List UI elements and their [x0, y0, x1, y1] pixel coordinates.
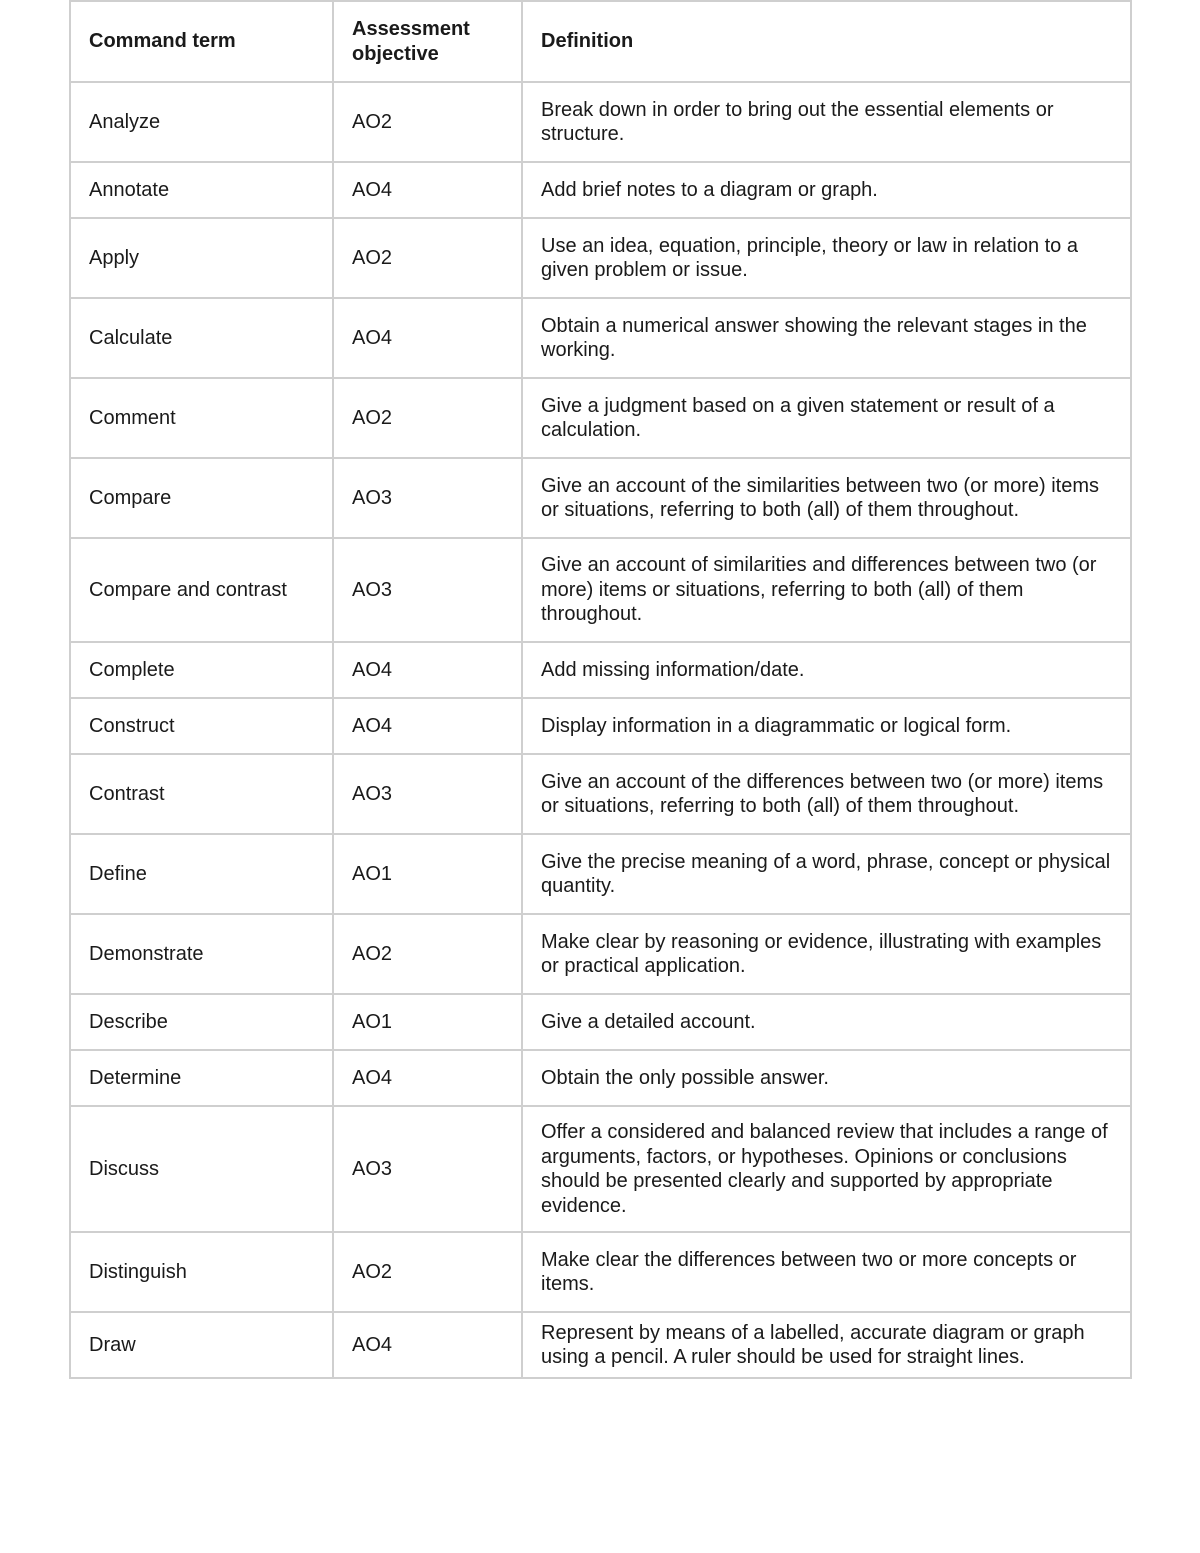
definition-cell: Give an account of similarities and differences between two (or more) items or situations, referring to both (all) of them throughout.: [522, 538, 1131, 642]
command-term-cell: Define: [70, 834, 333, 914]
definition-cell: Give the precise meaning of a word, phrase, concept or physical quantity.: [522, 834, 1131, 914]
table-row: [70, 218, 1131, 298]
definition-cell: Give an account of the similarities between two (or more) items or situations, referring to both (all) of them throughout.: [522, 458, 1131, 538]
table-row: [70, 754, 1131, 834]
objective-cell: AO1: [333, 994, 522, 1050]
definition-cell: Make clear by reasoning or evidence, illustrating with examples or practical application.: [522, 914, 1131, 994]
objective-cell: AO3: [333, 754, 522, 834]
table-row: [70, 698, 1131, 754]
objective-cell: AO4: [333, 162, 522, 218]
command-term-cell: Comment: [70, 378, 333, 458]
table-row: [70, 1232, 1131, 1312]
table-row: [70, 1312, 1131, 1378]
header-definition: Definition: [522, 1, 1131, 82]
command-term-cell: Analyze: [70, 82, 333, 162]
document-page: [69, 0, 1130, 1379]
table-row: [70, 82, 1131, 162]
definition-cell: Add missing information/date.: [522, 642, 1131, 698]
header-assessment-objective: Assessment objective: [333, 1, 522, 82]
table-row: [70, 538, 1131, 642]
definition-cell: Give an account of the differences between two (or more) items or situations, referring to both (all) of them throughout.: [522, 754, 1131, 834]
command-term-cell: Contrast: [70, 754, 333, 834]
command-term-cell: Discuss: [70, 1106, 333, 1232]
header-command-term: Command term: [70, 1, 333, 82]
table-header-row: [70, 1, 1131, 82]
command-term-cell: Construct: [70, 698, 333, 754]
definition-cell: Give a detailed account.: [522, 994, 1131, 1050]
command-term-cell: Complete: [70, 642, 333, 698]
objective-cell: AO2: [333, 914, 522, 994]
table-row: [70, 1106, 1131, 1232]
definition-cell: Display information in a diagrammatic or logical form.: [522, 698, 1131, 754]
objective-cell: AO4: [333, 298, 522, 378]
table-row: [70, 642, 1131, 698]
objective-cell: AO1: [333, 834, 522, 914]
table-row: [70, 162, 1131, 218]
command-term-cell: Determine: [70, 1050, 333, 1106]
table-row: [70, 994, 1131, 1050]
objective-cell: AO3: [333, 1106, 522, 1232]
command-term-cell: Draw: [70, 1312, 333, 1378]
objective-cell: AO2: [333, 1232, 522, 1312]
objective-cell: AO4: [333, 642, 522, 698]
definition-cell: Make clear the differences between two or more concepts or items.: [522, 1232, 1131, 1312]
objective-cell: AO4: [333, 698, 522, 754]
table-row: [70, 834, 1131, 914]
definition-cell: Give a judgment based on a given statement or result of a calculation.: [522, 378, 1131, 458]
table-row: [70, 298, 1131, 378]
definition-cell: Break down in order to bring out the essential elements or structure.: [522, 82, 1131, 162]
command-term-cell: Describe: [70, 994, 333, 1050]
definition-cell: Obtain the only possible answer.: [522, 1050, 1131, 1106]
command-term-cell: Apply: [70, 218, 333, 298]
objective-cell: AO3: [333, 458, 522, 538]
table-row: [70, 458, 1131, 538]
command-term-cell: Demonstrate: [70, 914, 333, 994]
definition-cell: Offer a considered and balanced review that includes a range of arguments, factors, or hypotheses. Opinions or conclusions should be presented clearly and supported by appropriate evidence.: [522, 1106, 1131, 1232]
command-term-cell: Calculate: [70, 298, 333, 378]
table-row: [70, 378, 1131, 458]
definition-cell: Add brief notes to a diagram or graph.: [522, 162, 1131, 218]
objective-cell: AO2: [333, 82, 522, 162]
command-term-cell: Compare and contrast: [70, 538, 333, 642]
objective-cell: AO2: [333, 378, 522, 458]
definition-cell: Obtain a numerical answer showing the relevant stages in the working.: [522, 298, 1131, 378]
definition-cell: Use an idea, equation, principle, theory or law in relation to a given problem or issue.: [522, 218, 1131, 298]
command-term-cell: Compare: [70, 458, 333, 538]
command-term-cell: Annotate: [70, 162, 333, 218]
objective-cell: AO2: [333, 218, 522, 298]
command-terms-table: [69, 0, 1132, 1379]
objective-cell: AO4: [333, 1312, 522, 1378]
table-row: [70, 914, 1131, 994]
objective-cell: AO4: [333, 1050, 522, 1106]
definition-cell: Represent by means of a labelled, accurate diagram or graph using a pencil. A ruler should be used for straight lines.: [522, 1312, 1131, 1378]
command-term-cell: Distinguish: [70, 1232, 333, 1312]
objective-cell: AO3: [333, 538, 522, 642]
table-row: [70, 1050, 1131, 1106]
